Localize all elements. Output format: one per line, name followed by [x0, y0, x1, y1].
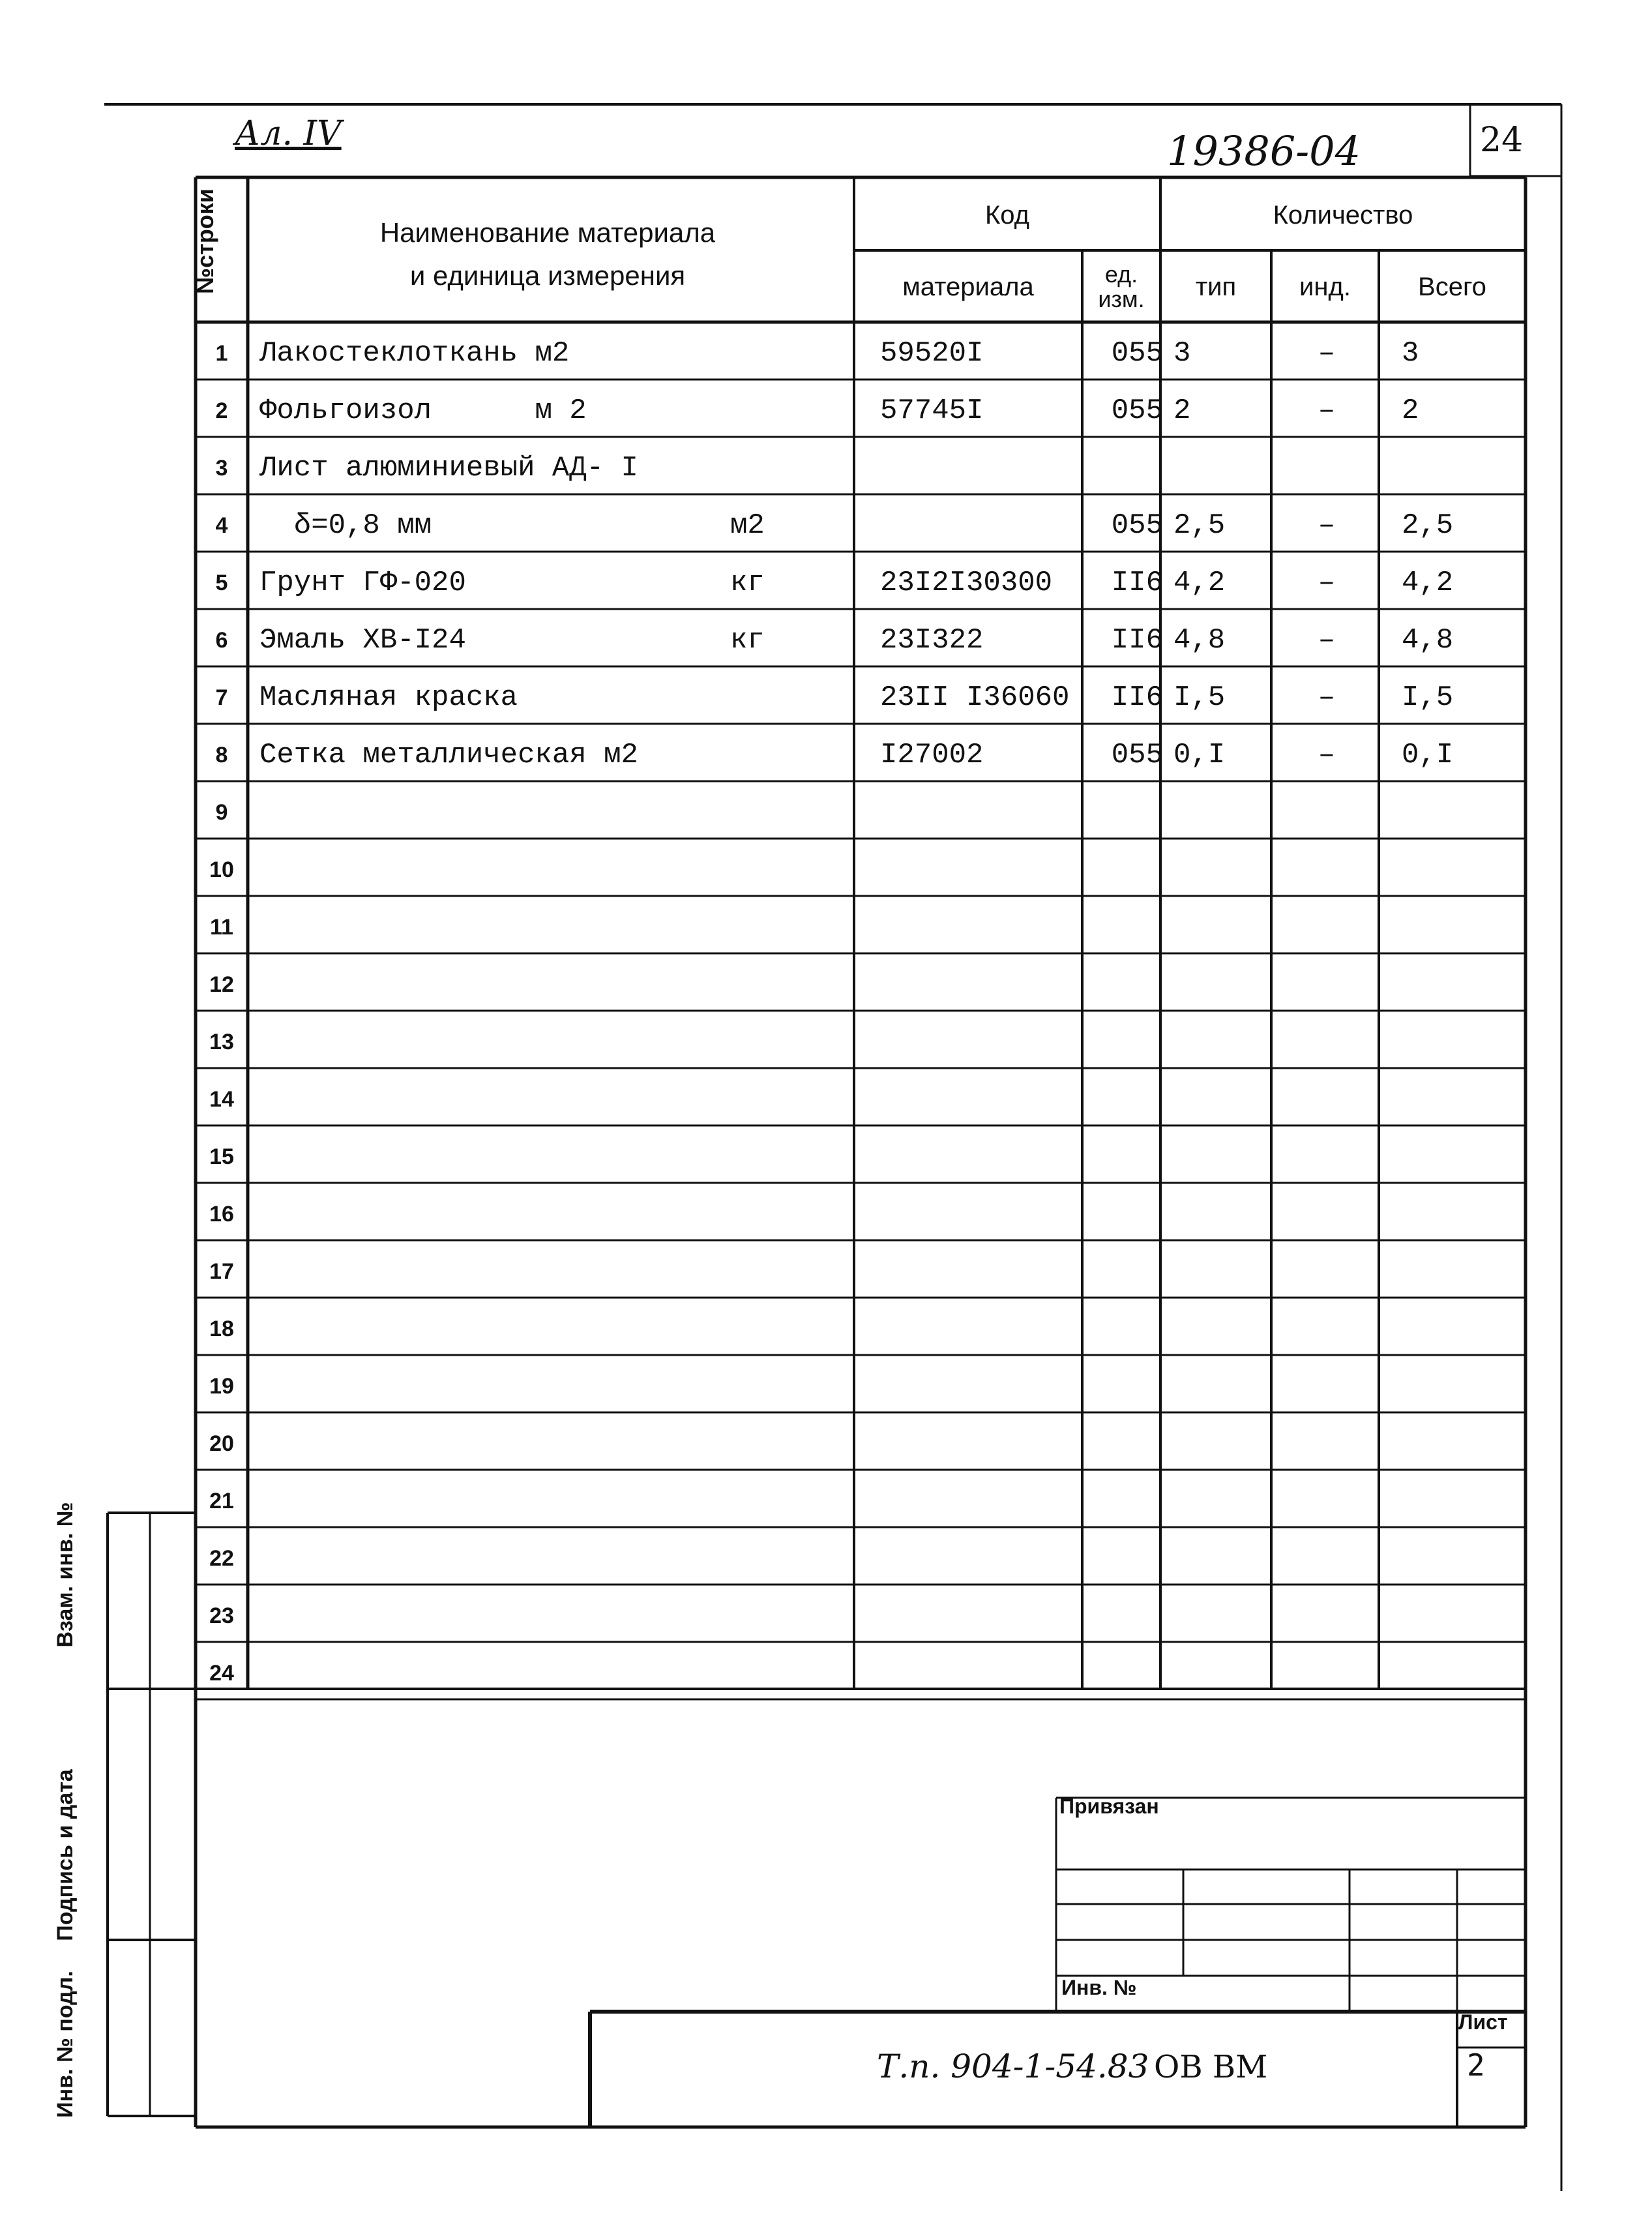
cell-name — [259, 1300, 755, 1358]
header-code-material: материала — [902, 272, 1034, 301]
page-corner-number: 24 — [1480, 121, 1524, 160]
cell-total — [1402, 1243, 1519, 1300]
cell-ind: – — [1318, 624, 1336, 657]
cell-name — [259, 1013, 755, 1071]
header-code-unit: ед. изм. — [1098, 261, 1145, 312]
cell-type: 4,8 — [1173, 624, 1226, 657]
cell-unit: кг — [730, 567, 765, 599]
cell-ucode — [1085, 956, 1163, 1013]
cell-ind — [1278, 1071, 1376, 1128]
cell-name — [259, 1472, 755, 1530]
cell-unit — [730, 1415, 821, 1472]
cell-n: 24 — [209, 1660, 234, 1686]
cell-n: 20 — [209, 1431, 234, 1456]
cell-ucode — [1085, 1530, 1163, 1587]
cell-unit — [730, 439, 821, 497]
top-left-mark: Ал. IV — [235, 114, 342, 153]
cell-total: 4,8 — [1402, 624, 1454, 657]
cell-n: 14 — [209, 1086, 234, 1112]
cell-n: 9 — [215, 799, 228, 825]
cell-code: 23I322 — [880, 624, 984, 657]
cell-n: 2 — [215, 398, 228, 423]
cell-n: 4 — [215, 513, 228, 538]
cell-ucode — [1085, 1472, 1163, 1530]
cell-type — [1173, 1358, 1271, 1415]
cell-code — [880, 1128, 1095, 1185]
cell-type — [1173, 1530, 1271, 1587]
cell-name — [259, 841, 755, 899]
cell-unit — [730, 1472, 821, 1530]
cell-ind — [1278, 1530, 1376, 1587]
cell-ucode — [1085, 1071, 1163, 1128]
cell-code: 23II I36060 — [880, 681, 1070, 714]
cell-total — [1402, 899, 1519, 956]
cell-type — [1173, 841, 1271, 899]
cell-total — [1402, 1415, 1519, 1472]
cell-name — [259, 899, 755, 956]
cell-ucode: 055 — [1111, 337, 1163, 370]
cell-ucode — [1085, 1243, 1163, 1300]
cell-ind: – — [1318, 395, 1336, 427]
cell-name — [259, 1358, 755, 1415]
cell-code — [880, 1645, 1095, 1702]
cell-unit — [730, 325, 821, 382]
cell-code — [880, 784, 1095, 841]
cell-code — [880, 1415, 1095, 1472]
cell-type — [1173, 1300, 1271, 1358]
cell-unit — [730, 382, 821, 439]
cell-code: 59520I — [880, 337, 984, 370]
cell-code: 57745I — [880, 395, 984, 427]
header-qty-ind: инд. — [1299, 272, 1351, 301]
cell-ucode — [1085, 1128, 1163, 1185]
cell-total: 0,I — [1402, 739, 1454, 771]
cell-type: 3 — [1173, 337, 1191, 370]
cell-total — [1402, 1587, 1519, 1645]
cell-type — [1173, 1185, 1271, 1243]
cell-ind — [1278, 1415, 1376, 1472]
cell-ucode — [1085, 439, 1163, 497]
cell-n: 17 — [209, 1258, 234, 1284]
cell-name — [259, 1645, 755, 1702]
cell-unit — [730, 1300, 821, 1358]
cell-ind — [1278, 1300, 1376, 1358]
cell-ind — [1278, 899, 1376, 956]
cell-total — [1402, 1530, 1519, 1587]
cell-type — [1173, 899, 1271, 956]
cell-n: 13 — [209, 1029, 234, 1054]
cell-total — [1402, 1071, 1519, 1128]
cell-ucode — [1085, 899, 1163, 956]
cell-ind — [1278, 1358, 1376, 1415]
cell-ind: – — [1318, 509, 1336, 542]
sheet-number: 2 — [1467, 2048, 1485, 2083]
cell-name: Лист алюминиевый АД- I — [259, 452, 638, 484]
cell-total: 4,2 — [1402, 567, 1454, 599]
cell-ind — [1278, 1472, 1376, 1530]
cell-unit — [730, 841, 821, 899]
cell-name — [259, 1243, 755, 1300]
attached-label: Привязан — [1059, 1795, 1159, 1818]
cell-ucode — [1085, 1185, 1163, 1243]
cell-type — [1173, 956, 1271, 1013]
header-code-group: Код — [984, 200, 1029, 230]
cell-ind — [1278, 784, 1376, 841]
cell-unit — [730, 1243, 821, 1300]
cell-total: 2 — [1402, 395, 1419, 427]
cell-type: I,5 — [1173, 681, 1226, 714]
cell-code — [880, 1071, 1095, 1128]
header-qty-total: Всего — [1418, 272, 1486, 301]
cell-total — [1402, 1300, 1519, 1358]
cell-ucode — [1085, 1358, 1163, 1415]
cell-ind — [1278, 1185, 1376, 1243]
cell-name: Лакостеклоткань м2 — [259, 337, 570, 370]
cell-type: 2 — [1173, 395, 1191, 427]
cell-type — [1173, 439, 1271, 497]
cell-ucode — [1085, 1300, 1163, 1358]
cell-ind — [1278, 439, 1376, 497]
cell-name — [259, 1071, 755, 1128]
cell-name — [259, 1587, 755, 1645]
designation-type: ОВ ВМ — [1154, 2049, 1268, 2085]
cell-ind — [1278, 1645, 1376, 1702]
cell-n: 21 — [209, 1488, 234, 1513]
cell-unit — [730, 1645, 821, 1702]
cell-ucode — [1085, 841, 1163, 899]
cell-total — [1402, 439, 1519, 497]
cell-name — [259, 1415, 755, 1472]
cell-unit — [730, 669, 821, 726]
header-name: Наименование материала и единица измерения — [379, 217, 716, 291]
header-row-number: №строки — [192, 188, 218, 294]
cell-unit — [730, 784, 821, 841]
cell-unit — [730, 1530, 821, 1587]
cell-type: 2,5 — [1173, 509, 1226, 542]
inv-no-label: Инв. № — [1061, 1976, 1137, 1999]
cell-total — [1402, 841, 1519, 899]
cell-code — [880, 1185, 1095, 1243]
cell-ucode — [1085, 1013, 1163, 1071]
cell-n: 7 — [215, 685, 228, 710]
cell-type: 4,2 — [1173, 567, 1226, 599]
cell-n: 5 — [215, 570, 228, 595]
cell-n: 18 — [209, 1316, 234, 1341]
cell-name — [259, 1128, 755, 1185]
cell-ind — [1278, 956, 1376, 1013]
cell-ucode — [1085, 1587, 1163, 1645]
cell-name: Масляная краска — [259, 681, 518, 714]
cell-code — [880, 1013, 1095, 1071]
cell-ucode: II6 — [1111, 681, 1163, 714]
cell-ucode: 055 — [1111, 509, 1163, 542]
cell-ucode: 055 — [1111, 395, 1163, 427]
cell-code — [880, 1530, 1095, 1587]
cell-ind: – — [1318, 337, 1336, 370]
cell-code: 23I2I30300 — [880, 567, 1053, 599]
cell-type: 0,I — [1173, 739, 1226, 771]
cell-ind — [1278, 1013, 1376, 1071]
cell-ucode: 055 — [1111, 739, 1163, 771]
cell-total — [1402, 1645, 1519, 1702]
cell-name — [259, 1185, 755, 1243]
cell-unit — [730, 1185, 821, 1243]
cell-ind: – — [1318, 567, 1336, 599]
cell-type — [1173, 1415, 1271, 1472]
cell-ind — [1278, 1243, 1376, 1300]
side-stamp-replace-inv: Взам. инв. № — [53, 1502, 78, 1648]
cell-n: 1 — [215, 340, 228, 366]
cell-type — [1173, 1013, 1271, 1071]
cell-type — [1173, 784, 1271, 841]
cell-name — [259, 1530, 755, 1587]
cell-n: 8 — [215, 742, 228, 767]
cell-code — [880, 841, 1095, 899]
cell-total — [1402, 1472, 1519, 1530]
cell-unit — [730, 1358, 821, 1415]
cell-total — [1402, 1128, 1519, 1185]
cell-name: Сетка металлическая м2 — [259, 739, 638, 771]
cell-n: 16 — [209, 1201, 234, 1227]
cell-name: δ=0,8 мм — [259, 509, 432, 542]
cell-type — [1173, 1243, 1271, 1300]
cell-ucode: II6 — [1111, 567, 1163, 599]
cell-unit — [730, 1071, 821, 1128]
cell-unit — [730, 726, 821, 784]
document-number: 19386-04 — [1167, 127, 1361, 175]
cell-code — [880, 1358, 1095, 1415]
cell-type — [1173, 1472, 1271, 1530]
cell-name: Грунт ГФ-020 — [259, 567, 466, 599]
cell-code — [880, 956, 1095, 1013]
cell-code — [880, 1243, 1095, 1300]
cell-n: 22 — [209, 1545, 234, 1571]
cell-name: Фольгоизол м 2 — [259, 395, 587, 427]
cell-total — [1402, 1013, 1519, 1071]
cell-n: 11 — [210, 914, 233, 940]
cell-n: 10 — [209, 857, 234, 882]
cell-ind: – — [1318, 739, 1336, 771]
sheet-label: Лист — [1458, 2010, 1508, 2034]
cell-type — [1173, 1645, 1271, 1702]
cell-unit: м2 — [730, 509, 765, 542]
cell-total — [1402, 1185, 1519, 1243]
cell-total: 2,5 — [1402, 509, 1454, 542]
cell-total: 3 — [1402, 337, 1419, 370]
cell-unit — [730, 1013, 821, 1071]
cell-ucode — [1085, 1645, 1163, 1702]
side-stamp-inv-original: Инв. № подл. — [53, 1971, 78, 2118]
cell-ind — [1278, 841, 1376, 899]
cell-name — [259, 784, 755, 841]
cell-code — [880, 497, 1095, 554]
side-stamp-sign-date: Подпись и дата — [53, 1769, 78, 1941]
cell-code — [880, 1300, 1095, 1358]
cell-unit — [730, 1587, 821, 1645]
cell-n: 3 — [215, 455, 228, 481]
cell-code — [880, 899, 1095, 956]
cell-ucode — [1085, 1415, 1163, 1472]
cell-ucode — [1085, 784, 1163, 841]
cell-ind: – — [1318, 681, 1336, 714]
cell-type — [1173, 1071, 1271, 1128]
cell-n: 19 — [209, 1373, 234, 1399]
cell-total — [1402, 1358, 1519, 1415]
cell-name — [259, 956, 755, 1013]
cell-unit: кг — [730, 624, 765, 657]
cell-n: 15 — [209, 1144, 234, 1169]
cell-code: I27002 — [880, 739, 984, 771]
cell-total — [1402, 956, 1519, 1013]
cell-total — [1402, 784, 1519, 841]
cell-n: 12 — [209, 972, 234, 997]
cell-ucode: II6 — [1111, 624, 1163, 657]
cell-ind — [1278, 1128, 1376, 1185]
cell-type — [1173, 1128, 1271, 1185]
cell-unit — [730, 899, 821, 956]
cell-code — [880, 439, 1095, 497]
cell-unit — [730, 1128, 821, 1185]
cell-total: I,5 — [1402, 681, 1454, 714]
cell-unit — [730, 956, 821, 1013]
cell-code — [880, 1587, 1095, 1645]
cell-n: 23 — [209, 1603, 234, 1628]
header-qty-group: Количество — [1273, 200, 1413, 230]
cell-name: Эмаль ХВ-I24 — [259, 624, 466, 657]
cell-type — [1173, 1587, 1271, 1645]
cell-code — [880, 1472, 1095, 1530]
cell-n: 6 — [215, 627, 228, 653]
designation-handwritten: Т.п. 904-1-54.83 — [877, 2048, 1149, 2085]
cell-ind — [1278, 1587, 1376, 1645]
header-qty-type: тип — [1195, 272, 1237, 301]
